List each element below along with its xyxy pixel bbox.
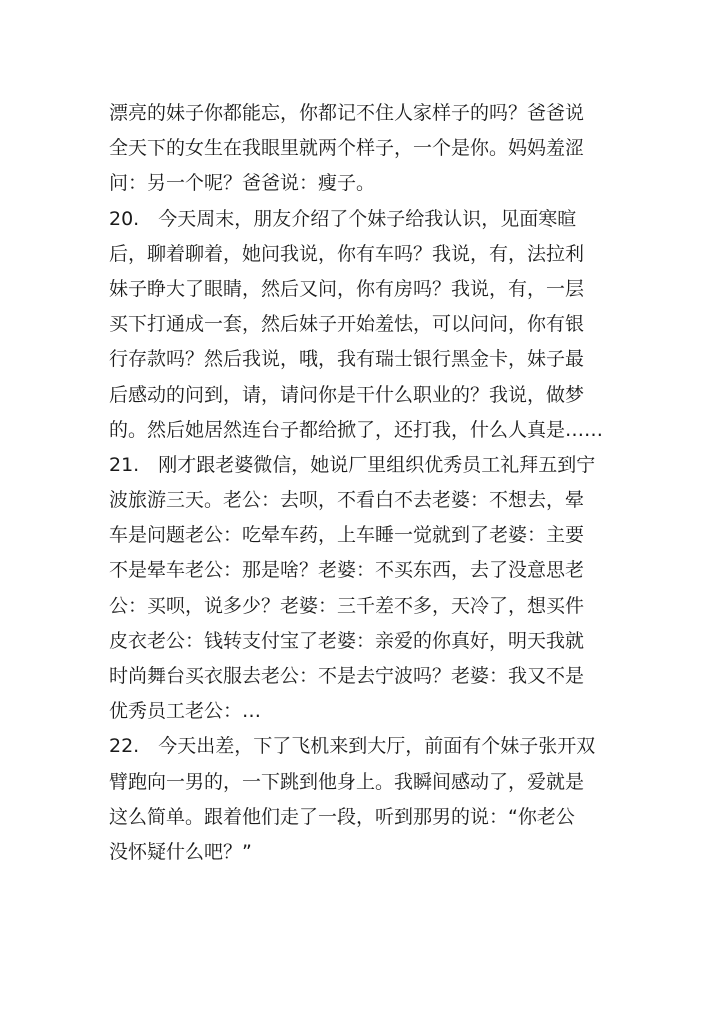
text-line: 买下打通成一套，然后妹子开始羞怯，可以问问，你有银: [109, 313, 585, 336]
text-line: 不是晕车老公：那是啥？老婆：不买东西，去了没意思老: [109, 559, 585, 582]
text-line: 后，聊着聊着，她问我说，你有车吗？我说，有，法拉利: [109, 242, 585, 265]
text-line: 的。然后她居然连台子都给掀了，还打我，什么人真是……: [109, 418, 604, 441]
text-line: 21. 刚才跟老婆微信，她说厂里组织优秀员工礼拜五到宁: [109, 453, 596, 476]
text-line: 20. 今天周末，朋友介绍了个妹子给我认识，见面寒暄: [109, 207, 577, 230]
text-line: 没怀疑什么吧？”: [109, 840, 252, 863]
document-body: [109, 96, 619, 870]
text-line: 问：另一个呢？爸爸说：瘦子。: [109, 172, 376, 195]
text-line: 后感动的问到，请，请问你是干什么职业的？我说，做梦: [109, 383, 585, 406]
text-line: 妹子睁大了眼睛，然后又问，你有房吗？我说，有，一层: [109, 277, 585, 300]
text-line: 这么简单。跟着他们走了一段，听到那男的说：“你老公: [109, 805, 575, 828]
text-line: 全天下的女生在我眼里就两个样子，一个是你。妈妈羞涩: [109, 137, 585, 160]
text-line: 优秀员工老公：…: [109, 700, 262, 723]
text-line: 漂亮的妹子你都能忘，你都记不住人家样子的吗？爸爸说: [109, 102, 585, 124]
text-line: 22. 今天出差，下了飞机来到大厅，前面有个妹子张开双: [109, 735, 596, 758]
text-line: 臂跑向一男的，一下跳到他身上。我瞬间感动了，爱就是: [109, 770, 585, 793]
text-line: 车是问题老公：吃晕车药，上车睡一觉就到了老婆：主要: [109, 524, 585, 547]
text-line: 公：买呗，说多少？老婆：三千差不多，天冷了，想买件: [109, 594, 585, 617]
text-line: 皮衣老公：钱转支付宝了老婆：亲爱的你真好，明天我就: [109, 629, 585, 652]
text-line: 时尚舞台买衣服去老公：不是去宁波吗？老婆：我又不是: [109, 665, 585, 687]
text-line: 波旅游三天。老公：去呗，不看白不去老婆：不想去，晕: [109, 489, 585, 512]
text-line: 行存款吗？然后我说，哦，我有瑞士银行黑金卡，妹子最: [109, 348, 585, 371]
